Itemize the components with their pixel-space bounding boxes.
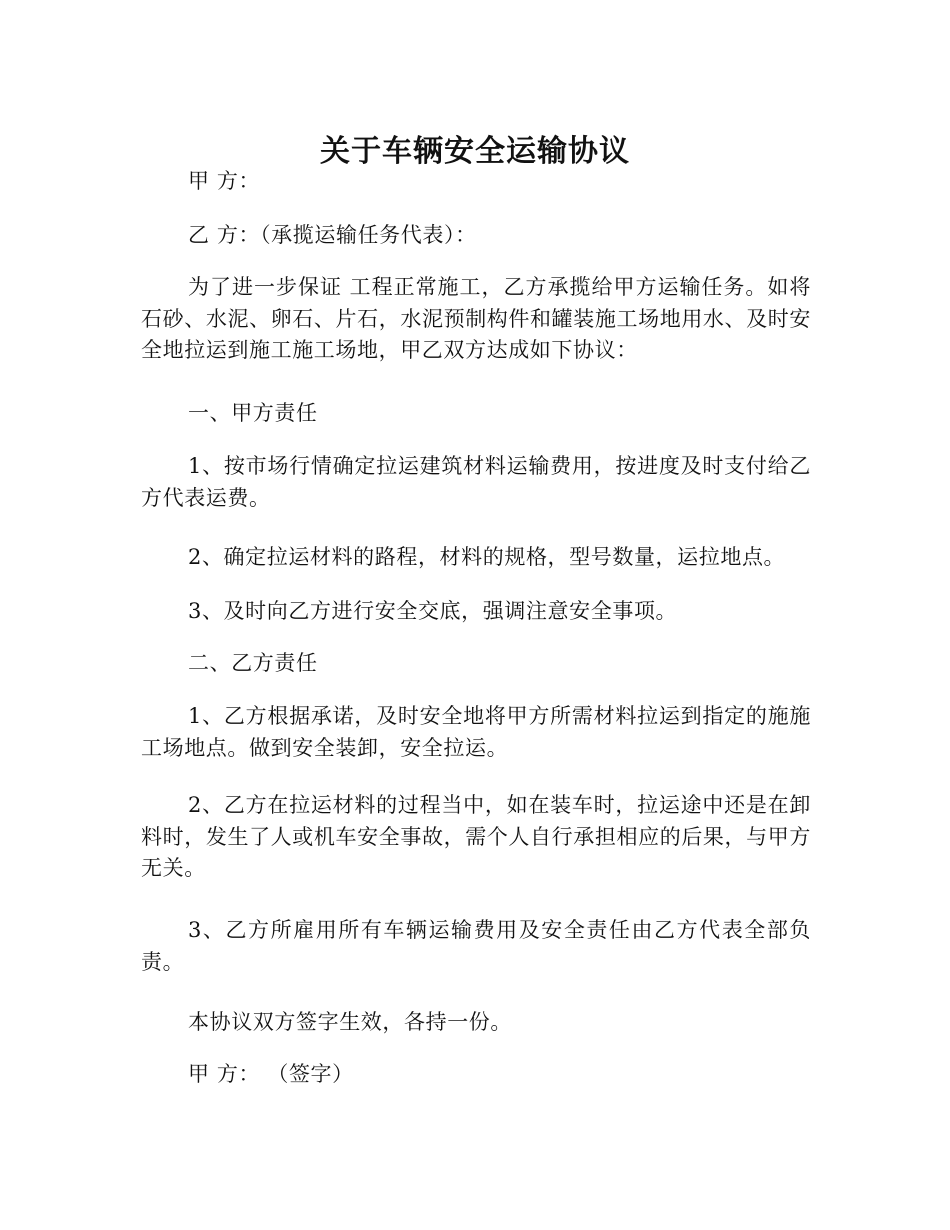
party-a-line: 甲 方： — [188, 169, 261, 193]
document-title: 关于车辆安全运输协议 — [320, 134, 630, 170]
party-b-line: 乙 方：（承揽运输任务代表）： — [188, 223, 477, 247]
intro-paragraph: 为了进一步保证 工程正常施工，乙方承揽给甲方运输任务。如将石砂、水泥、卵石、片石，水泥预制构件和罐装施工场地用水、及时安全地拉运到施工施工场地，甲乙双方达成如下协议： — [141, 275, 811, 362]
party-b-clause-3: 3、乙方所雇用所有车辆运输费用及安全责任由乙方代表全部负责。 — [141, 918, 811, 974]
party-a-clause-1: 1、按市场行情确定拉运建筑材料运输费用，按进度及时支付给乙方代表运费。 — [141, 454, 811, 510]
party-b-clause-2: 2、乙方在拉运材料的过程当中，如在装车时，拉运途中还是在卸料时，发生了人或机车安全事故，需个人自行承担相应的后果，与甲方无关。 — [141, 793, 811, 880]
party-a-clause-2: 2、确定拉运材料的路程，材料的规格，型号数量，运拉地点。 — [188, 545, 786, 569]
effectiveness-clause: 本协议双方签字生效，各持一份。 — [188, 1010, 512, 1034]
section-heading-party-a: 一、甲方责任 — [188, 401, 318, 425]
party-b-clause-1: 1、乙方根据承诺，及时安全地将甲方所需材料拉运到指定的施施工场地点。做到安全装卸，安全拉运。 — [141, 704, 811, 760]
section-heading-party-b: 二、乙方责任 — [188, 651, 318, 675]
party-a-clause-3: 3、及时向乙方进行安全交底，强调注意安全事项。 — [188, 599, 678, 623]
party-a-signature-line: 甲 方： （签字） — [188, 1062, 354, 1086]
